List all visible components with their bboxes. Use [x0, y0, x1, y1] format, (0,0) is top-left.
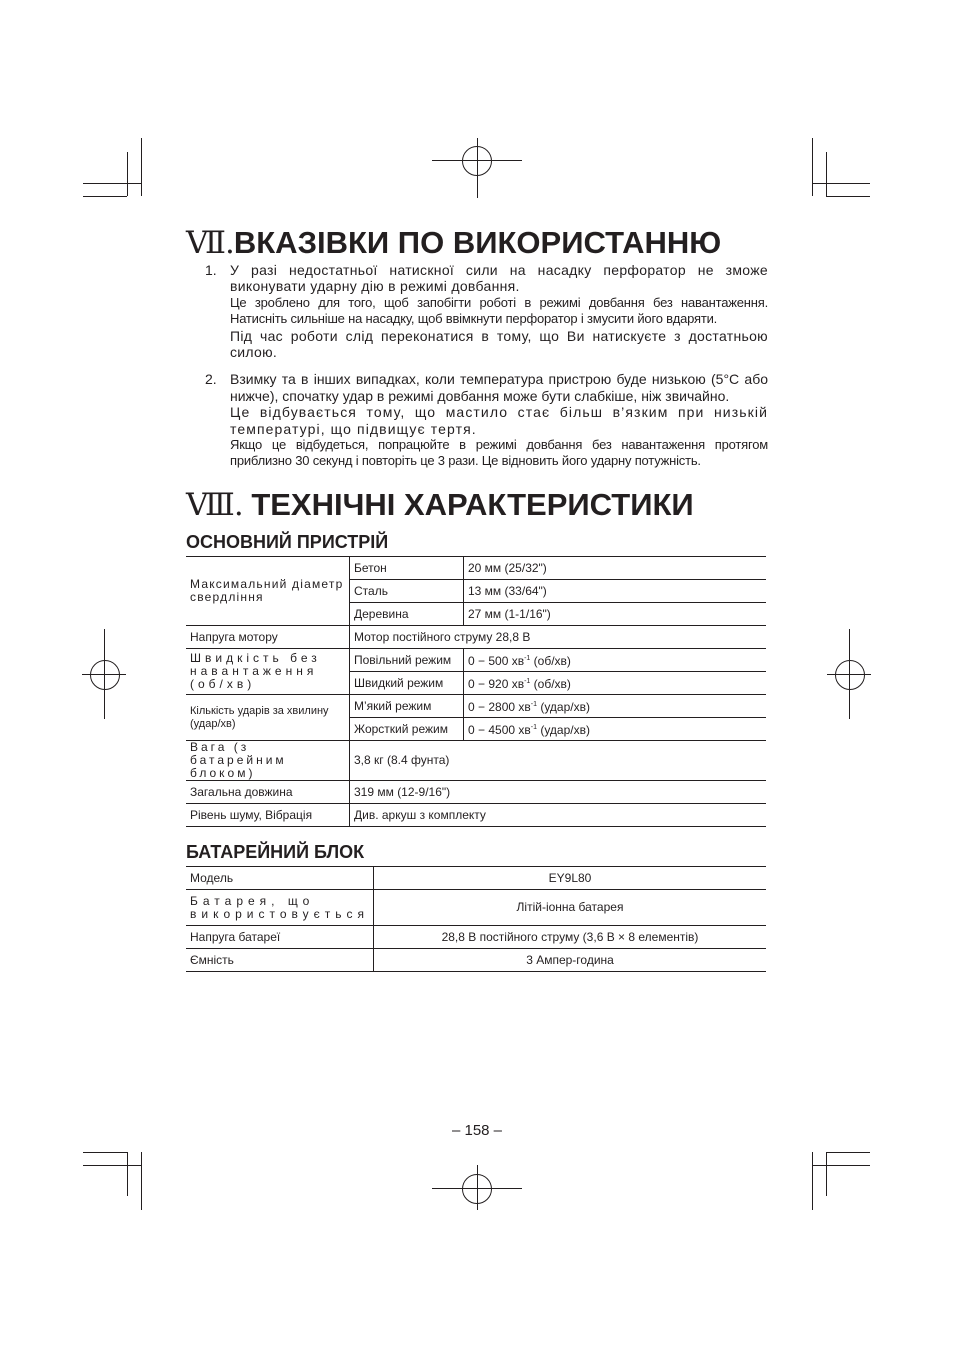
spec-label: Напруга мотору [186, 626, 350, 649]
crop-mark [141, 1152, 142, 1210]
spec-sublabel: Швидкий режим [350, 672, 464, 695]
table-row [186, 949, 766, 972]
crop-mark [141, 138, 142, 196]
spec-value: Див. аркуш з комплекту [350, 804, 767, 827]
spec-label: Ємність [186, 949, 374, 972]
section-title-text: ТЕХНІЧНІ ХАРАКТЕРИСТИКИ [251, 487, 694, 522]
paragraph: Це відбувається тому, що мастило стає більш в’язким при низькій температурі, що підвищує тертя. [230, 404, 768, 437]
spec-sublabel: Деревина [350, 603, 464, 626]
spec-value: 319 мм (12-9/16") [350, 781, 767, 804]
spec-sublabel: Повільний режим [350, 649, 464, 672]
table-row [186, 695, 766, 718]
spec-value: 13 мм (33/64") [464, 580, 767, 603]
paragraph: Якщо це відбудеться, попрацюйте в режимі довбання без навантаження протягом приблизно 30 секунд і повторіть це 3 рази. Це відновить його ударну потужність. [230, 437, 768, 469]
spec-label: Кількість ударів за хвилину (удар/хв) [186, 695, 350, 741]
spec-value: Мотор постійного струму 28,8 В [350, 626, 767, 649]
crop-mark [83, 1152, 127, 1153]
table-row [186, 741, 766, 781]
spec-value: 20 мм (25/32") [464, 557, 767, 580]
spec-label: Швидкість без навантаження (об/хв) [186, 649, 350, 695]
crop-mark [826, 1152, 827, 1196]
spec-sublabel: Бетон [350, 557, 464, 580]
roman-numeral: Ⅷ. [186, 487, 243, 523]
crop-mark [83, 1165, 141, 1166]
paragraph: Це зроблено для того, щоб запобігти роботі в режимі довбання без навантаження. Натисніть сильніше на насадку, щоб ввімкнути перфоратор і змусити його вдаряти. [230, 294, 768, 327]
battery-heading: БАТАРЕЙНИЙ БЛОК [186, 842, 365, 862]
table-row [186, 626, 766, 649]
list-item [186, 371, 768, 469]
table-row [186, 557, 766, 580]
spec-label: Рівень шуму, Вібрація [186, 804, 350, 827]
paragraph: Взимку та в інших випадках, коли температура пристрою буде низькою (5°C або нижче), спочатку удар в режимі довбання може бути слабкіше, ніж звичайно. [230, 371, 768, 404]
table-row [186, 781, 766, 804]
section-title-text: ВКАЗІВКИ ПО ВИКОРИСТАННЮ [233, 225, 722, 260]
roman-numeral: Ⅶ. [186, 225, 234, 261]
table-row [186, 649, 766, 672]
crop-mark [812, 1165, 870, 1166]
spec-label: Напруга батареї [186, 926, 374, 949]
item-number: 1. [205, 262, 217, 278]
paragraph: У разі недостатньої натискної сили на насадку перфоратор не зможе виконувати ударну дію в режимі довбання. [230, 262, 768, 295]
table-row [186, 804, 766, 827]
spec-value: EY9L80 [374, 867, 766, 890]
usage-instructions-list [186, 262, 768, 481]
spec-label: Модель [186, 867, 374, 890]
table-row [186, 867, 766, 890]
spec-value: 0 − 2800 $хв^{-1}$ (удар/хв) [464, 695, 767, 718]
main-unit-spec-table [186, 556, 766, 827]
spec-sublabel: Сталь [350, 580, 464, 603]
crop-mark [826, 1152, 870, 1153]
page-number: – 158 – [451, 1122, 503, 1139]
spec-value: 0 − 500 $хв^{-1}$ (об/хв) [464, 649, 767, 672]
crop-mark [812, 138, 813, 196]
battery-spec-table [186, 866, 766, 972]
spec-label: Максимальний діаметр свердління [186, 557, 350, 626]
spec-value: 3,8 кг (8.4 фунта) [350, 741, 767, 781]
table-row [186, 926, 766, 949]
crop-mark [127, 152, 128, 196]
paragraph: Під час роботи слід переконатися в тому, що Ви натискуєте з достатньою силою. [230, 327, 768, 361]
spec-value: 28,8 В постійного струму (3,6 В × 8 елементів) [374, 926, 766, 949]
spec-value: 0 − 4500 $хв^{-1}$ (удар/хв) [464, 718, 767, 741]
spec-label: Батарея, що використовується [186, 890, 374, 926]
crop-mark [826, 152, 827, 196]
spec-label: Загальна довжина [186, 781, 350, 804]
item-number: 2. [205, 371, 217, 388]
spec-value: 27 мм (1-1/16") [464, 603, 767, 626]
crop-mark [812, 183, 870, 184]
crop-mark [127, 1152, 128, 1196]
main-unit-heading: ОСНОВНИЙ ПРИСТРІЙ [186, 532, 389, 552]
section-title-usage [186, 225, 721, 261]
spec-label: Вага (з батарейним блоком) [186, 741, 350, 781]
spec-sublabel: М’який режим [350, 695, 464, 718]
spec-sublabel: Жорсткий режим [350, 718, 464, 741]
list-item [186, 262, 768, 360]
crop-mark [83, 196, 127, 197]
spec-value: Літій-іонна батарея [374, 890, 766, 926]
table-row [186, 890, 766, 926]
crop-mark [826, 196, 870, 197]
section-title-specifications [186, 487, 694, 523]
spec-value: 0 − 920 $хв^{-1}$ (об/хв) [464, 672, 767, 695]
crop-mark [812, 1152, 813, 1210]
spec-value: 3 Ампер-година [374, 949, 766, 972]
crop-mark [83, 183, 141, 184]
